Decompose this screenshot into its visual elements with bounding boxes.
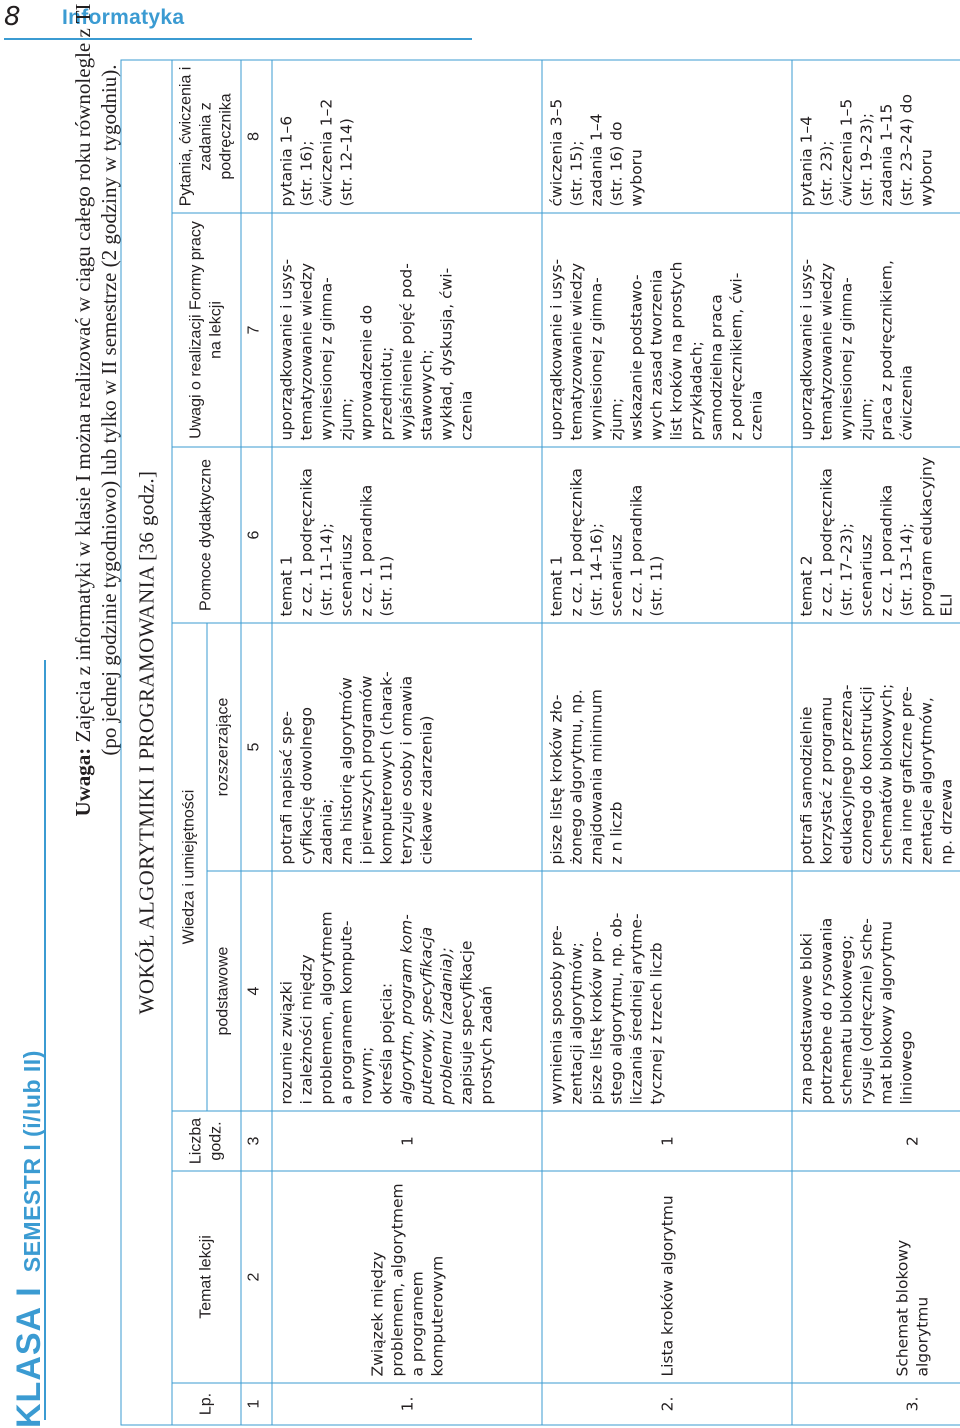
cell-tasks-line: (str. 12–14) [337,117,355,206]
cell-extended-line: zna inne graficzne pre- [897,685,915,864]
cell-notes-line: zjum; [337,397,355,440]
cell-tasks-line: ćwiczenia 1–2 [317,98,335,206]
column-number: 4 [241,871,272,1111]
cell-notes-line: wyniesionej z gimna- [837,276,855,440]
cell-aids-line: program edukacyjny ELI [917,456,955,616]
cell-aids-line: (str. 14–16); [587,522,605,616]
cell-notes-line: praca z podręcznikiem, [877,259,895,440]
cell-notes-line: uporządkowanie i usys- [547,258,565,440]
cell-extended-line: zentacje algorytmów, [917,696,935,864]
cell-aids-line: z cz. 1 poradnika [627,484,645,616]
cell-basic-line: pisze listę kroków pro- [587,930,605,1104]
cell-aids-line: (str. 13–14); [897,522,915,616]
table-row [792,59,960,1424]
cell-tasks-line: (str. 16); [297,140,315,206]
cell-tasks-line: (str. 16) do wyboru [607,120,645,206]
header-knowledge: Wiedza i umiejętności [172,623,207,1111]
note-line-2: (po jednej godzinie tygodniowo) lub tylko w II semestrze (2 godziny w tygodniu). [97,64,121,756]
cell-extended-line: ciekawe zdarzenia) [417,715,435,864]
cell-notes-line: przykładach; [687,340,705,440]
cell-extended-line: z n liczb [607,801,625,864]
cell-notes-line: samodzielna praca [707,293,725,440]
cell-notes-line: ćwiczenia [897,364,915,440]
cell-extended-line: teryzuje osoby i omawia [397,675,415,864]
cell-extended [272,623,542,871]
cell-notes-line: tematyzowanie wiedzy [297,262,315,440]
semester-label: SEMESTR I (i/lub II) [19,1050,45,1273]
cell-notes-line: zjum; [857,397,875,440]
cell-aids-line: (str. 11–14); [317,522,335,616]
curriculum-table-wrap [120,60,960,1415]
cell-basic-line: prostych zadań [477,985,495,1104]
cell-extended-line: edukacyjnego przezna- [837,684,855,864]
header-hours: Liczba godz. [172,1111,241,1171]
cell-extended [792,623,960,871]
cell-topic: Lista kroków algorytmu [542,1171,792,1383]
cell-aids-line: z cz. 1 poradnika [877,484,895,616]
table-title: WOKÓŁ ALGORYTMIKI I PROGRAMOWANIA [36 godz.] [121,59,172,1424]
cell-notes-line: czenia [747,390,765,440]
cell-tasks [272,59,542,212]
header-lp: Lp. [172,1383,241,1425]
cell-aids-line: z cz. 1 poradnika [357,484,375,616]
cell-topic: Związek między problemem, algorytmem a programem komputerowym [272,1171,542,1383]
cell-extended-line: schematów blokowych; [877,683,895,864]
header-notes: Uwagi o realizacji Formy pracy na lekcji [172,213,241,447]
cell-extended [542,623,792,871]
cell-lp: 2. [542,1383,792,1425]
table-body [272,59,960,1424]
cell-basic-line: zapisuje specyfikacje [457,940,475,1104]
cell-notes-line: przedmiotu; [377,346,395,440]
cell-extended-line: i pierwszych programów [357,675,375,864]
cell-aids-line: (str. 11) [377,555,395,616]
cell-basic-line: schematu blokowego; [837,934,855,1104]
column-number: 7 [241,213,272,447]
cell-basic-line: liczania średniej arytme- [627,912,645,1104]
cell-lp: 3. [792,1383,960,1425]
cell-basic-line: rozumie związki [277,980,295,1104]
cell-notes-line: tematyzowanie wiedzy [567,262,585,440]
cell-notes-line: stawowych; [417,348,435,440]
cell-aids [542,447,792,623]
cell-tasks-line: (str. 19–23); [857,112,875,206]
cell-extended-line: czonego do konstrukcji [857,685,875,864]
cell-aids-line: scenariusz [337,533,355,616]
cell-extended-line: znajdowania minimum [587,688,605,864]
cell-basic-line: potrzebne do rysowania [817,917,835,1104]
cell-aids [272,447,542,623]
cell-tasks-line: zadania 1–15 [877,103,895,206]
cell-basic [272,871,542,1111]
note-line-1: Zajęcia z informatyki w klasie I można realizować w ciągu całego roku równolegle z TI [71,3,95,743]
cell-aids-line: (str. 11) [647,555,665,616]
column-numbers-row [241,59,272,1424]
cell-notes-line: wyniesionej z gimna- [317,276,335,440]
cell-notes [542,213,792,447]
cell-aids-line: (str. 17–23); [837,522,855,616]
cell-notes-line: tematyzowanie wiedzy [817,262,835,440]
cell-tasks-line: ćwiczenia 3–5 [547,98,565,206]
cell-basic-line: stego algorytmu, np. ob- [607,912,625,1104]
cell-extended-line: cyfikację dowolnego [297,706,315,864]
cell-tasks [542,59,792,212]
cell-tasks-line: zadania 1–4 [587,113,605,206]
curriculum-table [120,59,960,1425]
cell-basic-line: zna podstawowe bloki [797,932,815,1104]
cell-basic-line: rowym; [357,1046,375,1104]
header-topic: Temat lekcji [172,1171,241,1383]
cell-aids-line: z cz. 1 podręcznika [567,467,585,616]
cell-notes [272,213,542,447]
note [70,0,124,1040]
cell-tasks-line: (str. 23); [817,140,835,206]
cell-basic-line: rysuje (odręcznie) sche- [857,917,875,1104]
cell-hours: 1 [272,1111,542,1171]
table-row [272,59,542,1424]
cell-basic-line: mat blokowy algorytmu [877,920,895,1104]
cell-tasks [792,59,960,212]
cell-basic-line: i zależności między [297,953,315,1104]
page-number: 8 [4,2,21,32]
cell-notes-line: wych zasad tworzenia [647,268,665,440]
note-label: Uwaga: [71,747,95,817]
column-number: 8 [241,59,272,212]
column-number: 5 [241,623,272,871]
cell-tasks-line: (str. 23–24) do wyboru [897,93,935,206]
cell-notes-line: wskazanie podstawo- [627,273,645,440]
cell-basic-line: zentacji algorytmów; [567,941,585,1104]
cell-tasks-line: (str. 15); [567,140,585,206]
cell-extended-line: potrafi napisać spe- [277,710,295,864]
cell-extended-line: korzystać z programu [817,696,835,864]
cell-notes-line: list kroków na prostych [667,261,685,440]
header-aids: Pomoce dydaktyczne [172,447,241,623]
cell-notes-line: wprowadzenie do [357,304,375,440]
cell-extended-line: zadania; [317,798,335,864]
cell-basic-line: puterowy, specyfikacja [417,926,435,1104]
cell-tasks-line: pytania 1–4 [797,115,815,206]
cell-notes-line: czenia [457,390,475,440]
cell-tasks-line: ćwiczenia 1–5 [837,98,855,206]
cell-basic-line: liniowego [897,1030,915,1104]
cell-aids-line: temat 1 [277,554,295,616]
cell-notes [792,213,960,447]
cell-notes-line: wykład, dyskusja, ćwi- [437,267,455,440]
cell-aids-line: z cz. 1 podręcznika [297,467,315,616]
cell-notes-line: uporządkowanie i usys- [797,258,815,440]
column-number: 3 [241,1111,272,1171]
cell-hours: 2 [792,1111,960,1171]
cell-extended-line: żonego algorytmu, np. [567,688,585,864]
column-number: 1 [241,1383,272,1425]
column-number: 6 [241,447,272,623]
cell-basic-line: określa pojęcia: [377,982,395,1104]
header-basic: podstawowe [206,871,241,1111]
cell-extended-line: pisze listę kroków zło- [547,694,565,864]
cell-notes-line: wyjaśnienie pojęć pod- [397,262,415,440]
class-label [10,928,46,1428]
cell-aids [792,447,960,623]
cell-tasks-line: pytania 1–6 [277,115,295,206]
header-extended: rozszerzające [206,623,241,871]
cell-extended-line: zna historię algorytmów [337,676,355,864]
cell-basic-line: problemem, algorytmem [317,910,335,1104]
cell-notes-line: uporządkowanie i usys- [277,258,295,440]
cell-basic [542,871,792,1111]
cell-basic-line: algorytm, program kom- [397,913,415,1104]
cell-extended-line: potrafi samodzielnie [797,706,815,864]
cell-aids-line: scenariusz [857,533,875,616]
cell-aids-line: scenariusz [607,533,625,616]
cell-extended-line: komputerowych (charak- [377,670,395,864]
cell-basic-line: tycznej z trzech liczb [647,941,665,1104]
cell-notes-line: zjum; [607,397,625,440]
cell-aids-line: z cz. 1 podręcznika [817,467,835,616]
cell-notes-line: z podręcznikiem, ćwi- [727,272,745,440]
cell-hours: 1 [542,1111,792,1171]
cell-lp: 1. [272,1383,542,1425]
cell-topic: Schemat blokowy algorytmu [792,1171,960,1383]
column-number: 2 [241,1171,272,1383]
cell-basic-line: a programem kompute- [337,919,355,1104]
cell-extended-line: np. drzewa [937,778,955,864]
section-title: Informatyka [62,6,185,29]
header-tasks: Pytania, ćwiczenia i zadania z podręcznika [172,59,241,212]
class-label-text: KLASA I [10,1286,48,1428]
cell-basic-line: problemu (zadania); [437,946,455,1104]
cell-basic [792,871,960,1111]
cell-basic-line: wymienia sposoby pre- [547,924,565,1104]
cell-aids-line: temat 1 [547,554,565,616]
table-row [542,59,792,1424]
cell-notes-line: wyniesionej z gimna- [587,276,605,440]
cell-aids-line: temat 2 [797,554,815,616]
